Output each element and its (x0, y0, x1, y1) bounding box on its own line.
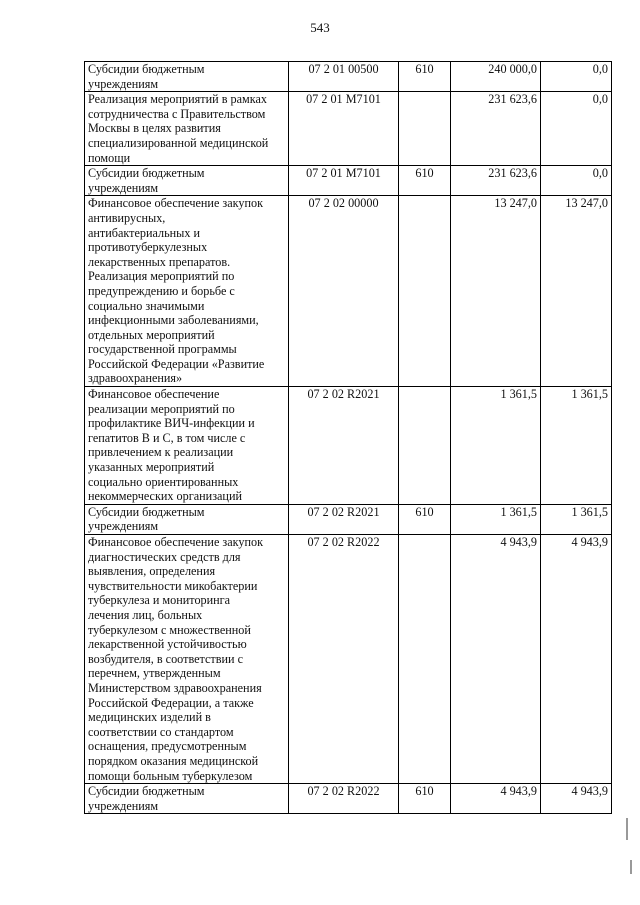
row-value-2: 4 943,9 (541, 784, 612, 814)
table-row (85, 535, 612, 784)
row-name: Субсидии бюджетным учреждениям (85, 62, 289, 92)
row-name: Субсидии бюджетным учреждениям (85, 784, 289, 814)
row-value-2: 4 943,9 (541, 535, 612, 784)
table-row (85, 92, 612, 166)
row-code: 07 2 02 R2021 (289, 387, 399, 505)
row-type (399, 196, 451, 387)
row-code: 07 2 02 R2022 (289, 784, 399, 814)
row-type (399, 92, 451, 166)
row-type (399, 387, 451, 505)
row-name: Финансовое обеспечение закупок антивирусных, антибактериальных и противотуберкулезных лекарственных препаратов. Реализация мероприятий по предупреждению и борьбе с социально значимыми инфекционными заболеваниями, отдельных мероприятий государственной программы Российской Федерации «Развитие здравоохранения» (85, 196, 289, 387)
row-code: 07 2 01 00500 (289, 62, 399, 92)
row-value-2: 0,0 (541, 166, 612, 196)
row-name: Реализация мероприятий в рамках сотрудничества с Правительством Москвы в целях развития специализированной медицинской помощи (85, 92, 289, 166)
row-type: 610 (399, 62, 451, 92)
row-value-1: 231 623,6 (451, 92, 541, 166)
page-number: 543 (310, 20, 330, 35)
table-row (85, 784, 612, 814)
row-code: 07 2 01 M7101 (289, 92, 399, 166)
row-value-1: 13 247,0 (451, 196, 541, 387)
row-type (399, 535, 451, 784)
table-row (85, 504, 612, 534)
row-value-2: 0,0 (541, 92, 612, 166)
budget-table (84, 61, 612, 814)
row-value-1: 240 000,0 (451, 62, 541, 92)
row-value-2: 1 361,5 (541, 387, 612, 505)
row-value-2: 13 247,0 (541, 196, 612, 387)
row-value-2: 0,0 (541, 62, 612, 92)
row-code: 07 2 02 R2022 (289, 535, 399, 784)
row-name: Финансовое обеспечение закупок диагностических средств для выявления, определения чувствительности микобактерии туберкулеза и мониторинга лечения лиц, больных туберкулезом с множественной лекарственной устойчивостью возбудителя, в соответствии с перечнем, утвержденным Министерством здравоохранения Российской Федерации, а также медицинских изделий в соответствии со стандартом оснащения, предусмотренным порядком оказания медицинской помощи больным туберкулезом (85, 535, 289, 784)
table-row (85, 166, 612, 196)
row-code: 07 2 01 M7101 (289, 166, 399, 196)
row-value-1: 1 361,5 (451, 387, 541, 505)
scan-mark (626, 818, 628, 840)
table-row (85, 387, 612, 505)
scan-mark (630, 860, 632, 874)
row-name: Субсидии бюджетным учреждениям (85, 504, 289, 534)
row-name: Субсидии бюджетным учреждениям (85, 166, 289, 196)
row-value-1: 4 943,9 (451, 784, 541, 814)
table-row (85, 62, 612, 92)
row-type: 610 (399, 504, 451, 534)
row-code: 07 2 02 R2021 (289, 504, 399, 534)
row-type: 610 (399, 166, 451, 196)
table-row (85, 196, 612, 387)
row-value-1: 4 943,9 (451, 535, 541, 784)
row-code: 07 2 02 00000 (289, 196, 399, 387)
row-name: Финансовое обеспечение реализации мероприятий по профилактике ВИЧ-инфекции и гепатитов В и С, в том числе с привлечением к реализации указанных мероприятий социально ориентированных некоммерческих организаций (85, 387, 289, 505)
row-value-1: 231 623,6 (451, 166, 541, 196)
row-value-2: 1 361,5 (541, 504, 612, 534)
row-type: 610 (399, 784, 451, 814)
row-value-1: 1 361,5 (451, 504, 541, 534)
